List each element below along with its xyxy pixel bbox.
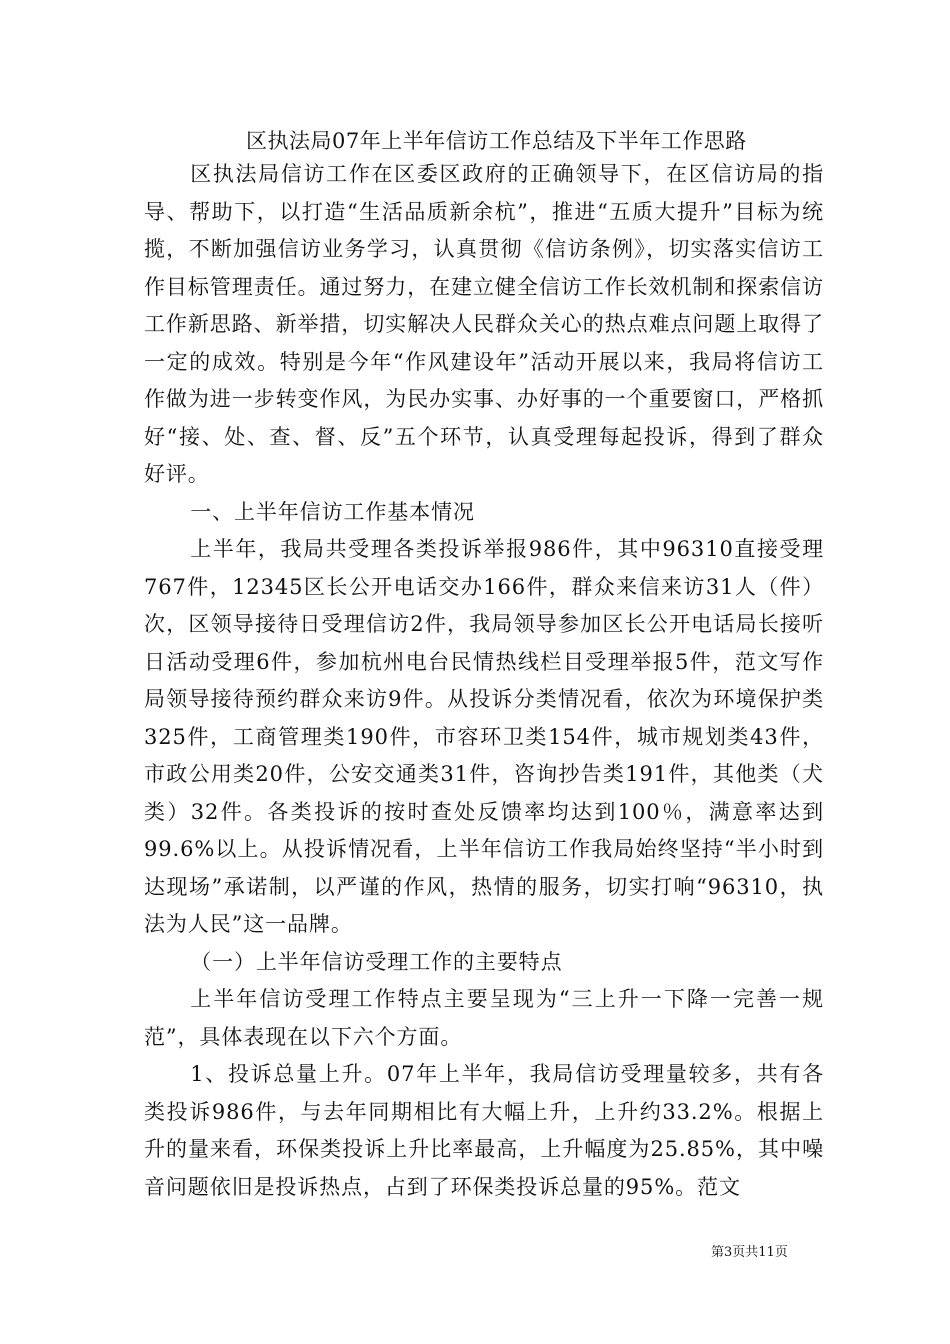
section-heading-1: 一、上半年信访工作基本情况 [190,499,475,524]
intro-paragraph: 区执法局信访工作在区委区政府的正确领导下，在区信访局的指导、帮助下，以打造“生活品质新余杭”，推进“五质大提升”目标为统揽，不断加强信访业务学习，认真贯彻《信访条例》，切实落实信访工作目标管理责任。通过努力，在建立健全信访工作长效机制和探索信访工作新思路、新举措，切实解决人民群众关心的热点难点问题上取得了一定的成效。特别是今年“作风建设年”活动开展以来，我局将信访工作做为进一步转变作风，为民办实事、办好事的一个重要窗口，严格抓好“接、处、查、督、反”五个环节，认真受理每起投诉，得到了群众好评。 [144,162,824,486]
features-summary-paragraph: 上半年信访受理工作特点主要呈现为“三上升一下降一完善一规范”，具体表现在以下六个方面。 [144,987,824,1049]
document-body [144,156,824,1206]
document-title: 区执法局07年上半年信访工作总结及下半年工作思路 [246,129,747,153]
statistics-paragraph: 上半年，我局共受理各类投诉举报986件，其中96310直接受理767件，12345区长公开电话交办166件，群众来信来访31人（件）次，区领导接待日受理信访2件，我局领导参加区长公开电话局长接听日活动受理6件，参加杭州电台民情热线栏目受理举报5件，范文写作局领导接待预约群众来访9件。从投诉分类情况看，依次为环境保护类325件，工商管理类190件，市容环卫类154件，城市规划类43件，市政公用类20件，公安交通类31件，咨询抄告类191件，其他类（犬类）32件。各类投诉的按时查处反馈率均达到100％，满意率达到99.6%以上。从投诉情况看，上半年信访工作我局始终坚持“半小时到达现场”承诺制，以严谨的作风，热情的服务，切实打响“96310，执法为人民”这一品牌。 [144,537,824,936]
feature-1-paragraph: 1、投诉总量上升。07年上半年，我局信访受理量较多，共有各类投诉986件，与去年同期相比有大幅上升，上升约33.2%。根据上升的量来看，环保类投诉上升比率最高，上升幅度为25.85%，其中噪音问题依旧是投诉热点，占到了环保类投诉总量的95%。范文 [144,1062,824,1199]
subsection-heading-1: （一）上半年信访受理工作的主要特点 [190,949,563,974]
page-number: 第3页共11页 [711,1245,788,1260]
